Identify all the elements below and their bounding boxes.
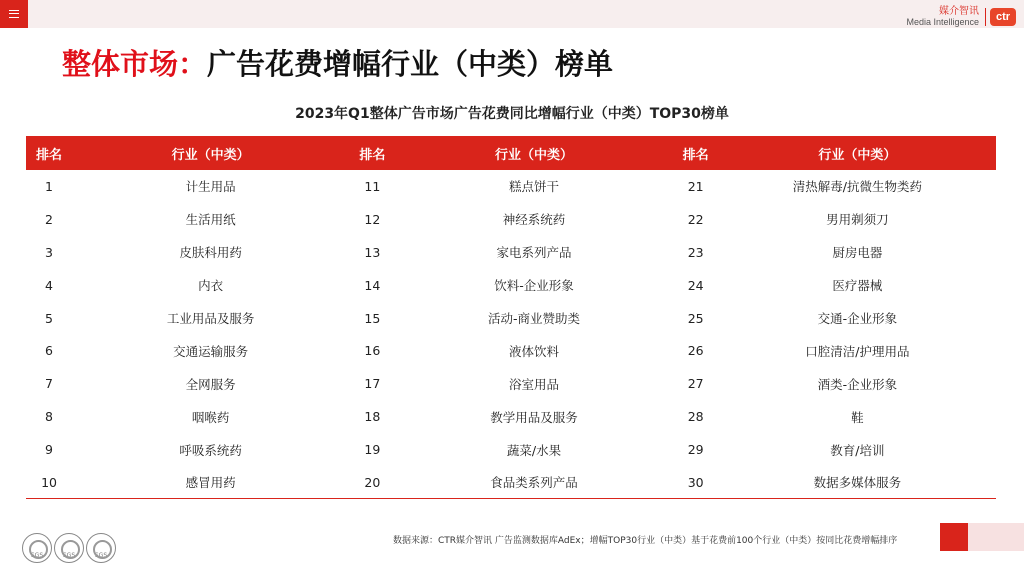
page-title-highlight: 整体市场： [62,47,208,81]
industry-cell: 医疗器械 [832,278,883,294]
industry-cell: 饮料-企业形象 [494,278,574,294]
rank-cell: 19 [364,442,381,458]
rank-cell: 27 [687,376,704,392]
menu-icon [9,10,19,18]
rank-cell: 17 [364,376,381,392]
industry-cell: 酒类-企业形象 [817,376,898,392]
industry-cell: 家电系列产品 [496,245,572,261]
industry-cell: 液体饮料 [509,343,560,359]
industry-cell: 教育/培训 [830,442,885,458]
industry-cell: 鞋 [851,409,864,425]
industry-cell: 清热解毒/抗微生物类药 [792,179,922,195]
table-row [26,203,996,236]
rank-cell: 10 [26,466,72,499]
rank-cell: 6 [45,343,53,359]
industry-cell: 活动-商业赞助类 [488,311,581,326]
header-industry: 行业（中类） [171,147,250,163]
industry-cell: 数据多媒体服务 [719,466,996,499]
industry-cell: 呼吸系统药 [179,442,242,458]
table-row [26,236,996,269]
table-row [26,269,996,302]
industry-cell: 口腔清洁/护理用品 [805,343,910,359]
rank-cell: 4 [45,277,53,293]
rank-cell: 8 [45,409,53,425]
industry-cell: 食品类系列产品 [395,466,672,499]
header-rank: 排名 [682,147,709,163]
rank-cell: 9 [45,442,53,458]
table-header-row [26,136,996,170]
rank-cell: 21 [687,178,704,194]
industry-cell: 糕点饼干 [509,179,560,195]
brand-logo-area [906,6,1016,27]
rank-cell: 7 [45,376,53,392]
table-row [26,367,996,400]
rank-cell: 22 [687,211,704,227]
rank-cell: 26 [687,343,704,359]
header-industry: 行业（中类） [495,147,574,163]
rank-cell: 13 [364,244,381,260]
rank-cell: 12 [364,211,381,227]
industry-cell: 浴室用品 [509,376,560,392]
table-row [26,400,996,433]
rank-cell: 11 [364,178,381,194]
industry-cell: 内衣 [198,278,224,294]
industry-cell: 男用剃须刀 [826,212,889,228]
sgs-cert-icon: SGS [54,533,84,563]
industry-cell: 交通-企业形象 [817,311,898,326]
header-industry: 行业（中类） [818,147,897,163]
rank-cell: 18 [364,409,381,425]
brand-name-en: Media Intelligence [906,17,979,27]
rank-cell: 25 [687,310,704,326]
industry-cell: 皮肤科用药 [179,245,242,261]
rank-cell: 5 [45,310,53,326]
page-title-rest: 广告花费增幅行业（中类）榜单 [207,47,614,81]
header-rank: 排名 [36,147,63,163]
ranking-table [26,136,996,499]
menu-button[interactable] [0,0,28,28]
sgs-cert-icon: SGS [22,533,52,563]
rank-cell: 28 [687,409,704,425]
ctr-logo-icon: ctr [990,8,1016,26]
brand-name-cn: 媒介智讯 [939,6,979,17]
industry-cell: 全网服务 [185,376,236,392]
table-row [26,334,996,367]
rank-cell: 16 [364,343,381,359]
footer-accent-block [940,523,968,551]
top-band [28,0,1024,28]
rank-cell: 3 [45,244,53,260]
rank-cell: 15 [364,310,381,326]
rank-cell: 29 [687,442,704,458]
header-rank: 排名 [359,147,386,163]
industry-cell: 咽喉药 [191,409,230,425]
industry-cell: 工业用品及服务 [166,311,255,326]
industry-cell: 厨房电器 [832,245,883,261]
rank-cell: 23 [687,244,704,260]
table-row [26,302,996,335]
brand-divider [985,8,986,26]
rank-cell: 24 [687,277,704,293]
table-row [26,433,996,466]
industry-cell: 神经系统药 [502,212,566,228]
certification-badges [22,533,116,563]
industry-cell: 交通运输服务 [173,343,249,359]
sgs-cert-icon: SGS [86,533,116,563]
data-source-note: 数据来源：CTR媒介智讯 广告监测数据库AdEx；增幅TOP30行业（中类）基于花费前100个行业（中类）按同比花费增幅排序 [393,536,898,546]
footer-band [968,523,1024,551]
rank-cell: 14 [364,277,381,293]
rank-cell: 1 [45,178,53,194]
table-caption: 2023年Q1整体广告市场广告花费同比增幅行业（中类）TOP30榜单 [295,106,729,122]
rank-cell: 30 [673,466,719,499]
rank-cell: 2 [45,211,53,227]
table-row [26,170,996,203]
table-row [26,466,996,499]
rank-cell: 20 [349,466,395,499]
industry-cell: 蔬菜/水果 [506,442,562,458]
industry-cell: 计生用品 [185,179,236,195]
industry-cell: 生活用纸 [185,212,236,228]
page-title [62,46,613,82]
industry-cell: 感冒用药 [72,466,349,499]
industry-cell: 教学用品及服务 [490,409,578,425]
